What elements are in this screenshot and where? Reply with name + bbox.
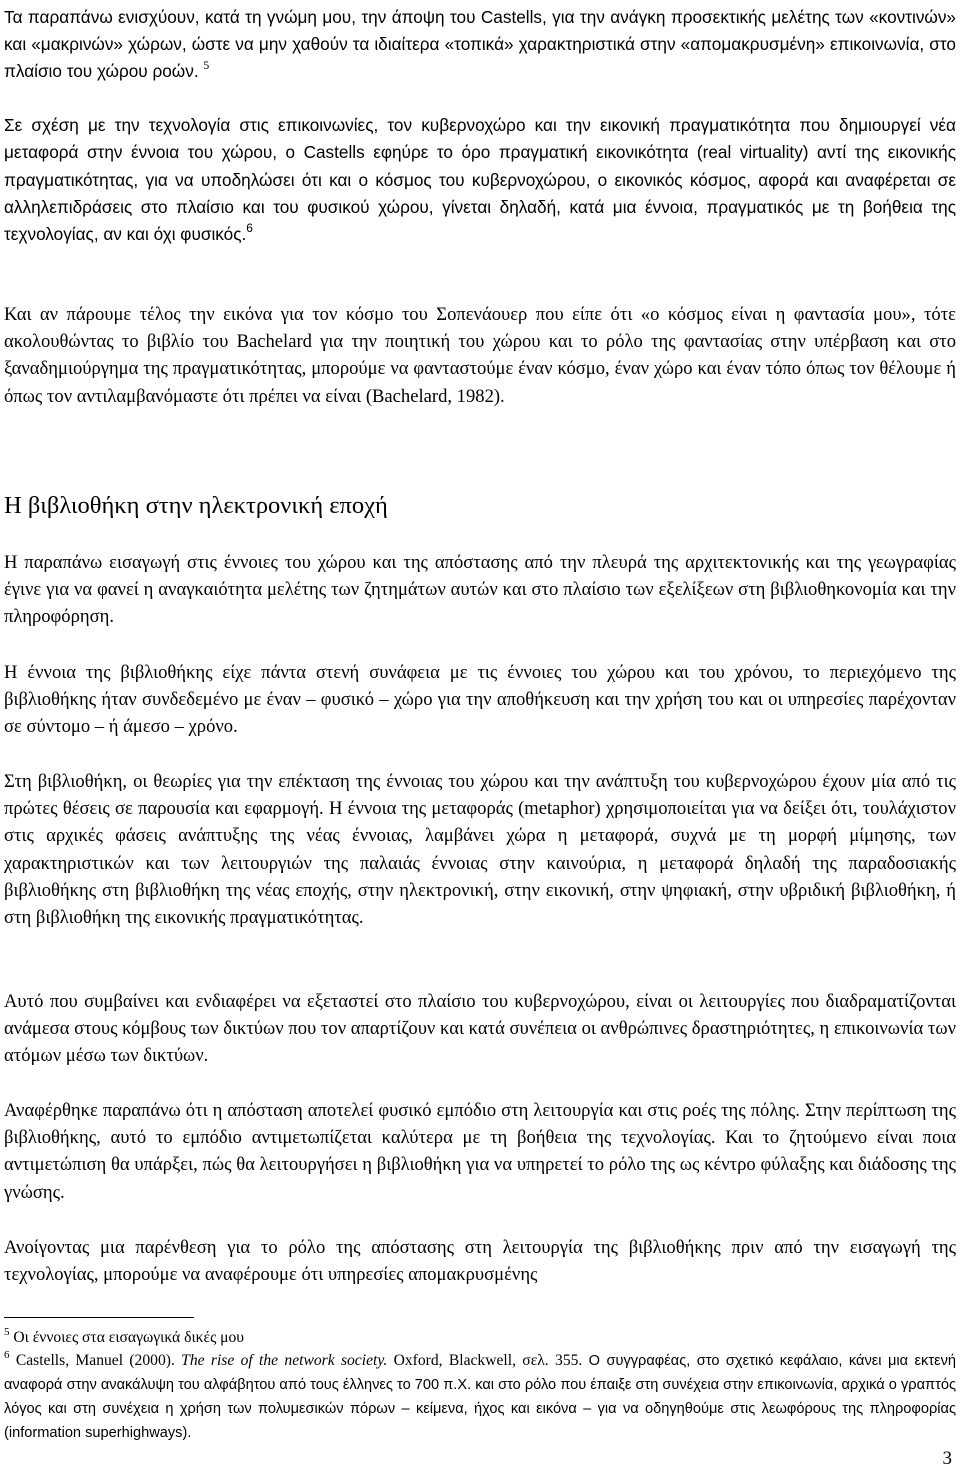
paragraph-4: Η παραπάνω εισαγωγή στις έννοιες του χώρου και της απόστασης από την πλευρά της αρχιτεκτονικής και της γεωγραφίας έγινε για να φανεί η αναγκαιότητα μελέτης των ζητημάτων αυτών και στο πλαίσιο των εξελίξεων στη βιβλιοθηκονομία και την πληροφόρηση. <box>4 552 956 628</box>
section-heading: Η βιβλιοθήκη στην ηλεκτρονική εποχή <box>4 492 388 519</box>
footnote-6-description: Ο συγγραφέας, στο σχετικό κεφάλαιο, κάνει μια εκτενή αναφορά στην ανακάλυψη του αλφάβητου από τους έλληνες το 700 π.Χ. και στο ρόλο που έπαιξε στη συνέχεια στην επικοινωνία, αρχικά ο γραπτός λόγος και στη συνέχεια η χρήση των πολυμεσικών πόρων – κείμενα, ήχος και εικόνα – για να οδηγηθούμε στις λεωφόρους της πληροφορίας (information superhighways). <box>4 1353 957 1441</box>
paragraph-1-text: Τα παραπάνω ενισχύουν, κατά τη γνώμη μου, την άποψη του Castells, για την ανάγκη προσεκτικής μελέτης των «κοντινών» και «μακρινών» χώρων, ώστε να μην χαθούν τα ιδιαίτερα «τοπικά» χαρακτηριστικά στην «απομακρυσμένη» επικοινωνία, στο πλαίσιο του χώρου ροών. <box>4 7 956 82</box>
footnote-5-text: Οι έννοιες στα εισαγωγικά δικές μου <box>13 1329 245 1346</box>
paragraph-2-text: Σε σχέση με την τεχνολογία στις επικοινωνίες, τον κυβερνοχώρο και την εικονική πραγματικότητα που δημιουργεί νέα μεταφορά στην έννοια του χώρου, ο Castells εφηύρε το όρο πραγματική εικονικότητα (real virtuality) αντί της εικονικής πραγματικότητας, για να υποδηλώσει ότι και ο κόσμος του κυβερνοχώρου, ο εικονικός κόσμος, αφορά και αναφέρεται σε αλληλεπιδράσεις στο πλαίσιο και του φυσικού χώρου, γίνεται δηλαδή, κατά μια έννοια, πραγματικός με τη βοήθεια της τεχνολογίας, αν και όχι φυσικός. <box>4 115 956 245</box>
footnote-6-title: The rise of the network society. <box>181 1352 388 1369</box>
footnote-5-number: 5 <box>4 1326 10 1338</box>
footnote-divider <box>4 1317 194 1318</box>
paragraph-7: Αυτό που συμβαίνει και ενδιαφέρει να εξεταστεί στο πλαίσιο του κυβερνοχώρου, είναι οι λειτουργίες που διαδραματίζονται ανάμεσα στους κόμβους των δικτύων που τον απαρτίζουν και κατά συνέπεια οι ανθρώπινες δραστηριότητες, η επικοινωνία των ατόμων μέσω των δικτύων. <box>4 991 956 1067</box>
footnote-ref-6[interactable]: 6 <box>246 221 253 236</box>
page-number: 3 <box>942 1448 952 1469</box>
footnote-6-publisher: Oxford, Blackwell, σελ. 355. <box>393 1352 583 1369</box>
footnote-ref-5[interactable]: 5 <box>203 58 210 73</box>
paragraph-6: Στη βιβλιοθήκη, οι θεωρίες για την επέκταση της έννοιας του χώρου και την ανάπτυξη του κυβερνοχώρου έχουν μία από τις πρώτες θέσεις σε παρουσία και εφαρμογή. Η έννοια της μεταφοράς (metaphor) χρησιμοποιείται για να δείξει ότι, τουλάχιστον στις αρχικές φάσεις ανάπτυξης της νέας έννοιας, λαμβάνει χώρα η μεταφορά, συχνά με τη μορφή μίμησης, των χαρακτηριστικών και των λειτουργιών της παλαιάς έννοιας στην καινούρια, η μεταφορά δηλαδή της παραδοσιακής βιβλιοθήκης στη βιβλιοθήκη της νέας εποχής, στην ηλεκτρονική, στην εικονική, στην ψηφιακή, στην υβριδική βιβλιοθήκη, ή στη βιβλιοθήκη της εικονικής πραγματικότητας. <box>4 771 956 929</box>
paragraph-3: Και αν πάρουμε τέλος την εικόνα για τον κόσμο του Σοπενάουερ που είπε ότι «ο κόσμος είναι η φαντασία μου», τότε ακολουθώντας το βιβλίο του Bachelard για την ποιητική του χώρου και το ρόλο της φαντασίας στην υπέρβαση και στο ξαναδημιούργημα της πραγματικότητας, μπορούμε να φανταστούμε έναν κόσμο, έναν χώρο και έναν τόπο όπως τον θέλουμε ή όπως τον αντιλαμβανόμαστε ότι πρέπει να είναι (Bachelard, 1982). <box>4 304 956 407</box>
footnote-6-author: Castells, Manuel (2000). <box>15 1352 175 1369</box>
footnote-6-number: 6 <box>4 1349 10 1361</box>
paragraph-5: Η έννοια της βιβλιοθήκης είχε πάντα στενή συνάφεια με τις έννοιες του χώρου και του χρόνου, το περιεχόμενο της βιβλιοθήκης ήταν συνδεδεμένο με έναν – φυσικό – χώρο για την αποθήκευση και την χρήση του και οι υπηρεσίες παρέχονταν σε σύντομο – ή άμεσο – χρόνο. <box>4 662 956 738</box>
footnote-6 <box>4 1349 956 1445</box>
paragraph-8: Αναφέρθηκε παραπάνω ότι η απόσταση αποτελεί φυσικό εμπόδιο στη λειτουργία και στις ροές της πόλης. Στην περίπτωση της βιβλιοθήκης, αυτό το εμπόδιο αντιμετωπίζεται καλύτερα με τη βοήθεια της τεχνολογίας. Και το ζητούμενο είναι ποια αντιμετώπιση θα υπάρξει, πώς θα λειτουργήσει η βιβλιοθήκη για να υπηρετεί το ρόλο της ως κέντρο φύλαξης και διάδοσης της γνώσης. <box>4 1100 956 1203</box>
footnote-5 <box>4 1326 956 1349</box>
paragraph-2 <box>4 112 956 248</box>
paragraph-1 <box>4 4 956 86</box>
paragraph-9: Ανοίγοντας μια παρένθεση για το ρόλο της απόστασης στη λειτουργία της βιβλιοθήκης πριν από την εισαγωγή της τεχνολογίας, μπορούμε να αναφέρουμε ότι υπηρεσίες απομακρυσμένης <box>4 1237 956 1286</box>
footnotes <box>4 1326 956 1445</box>
